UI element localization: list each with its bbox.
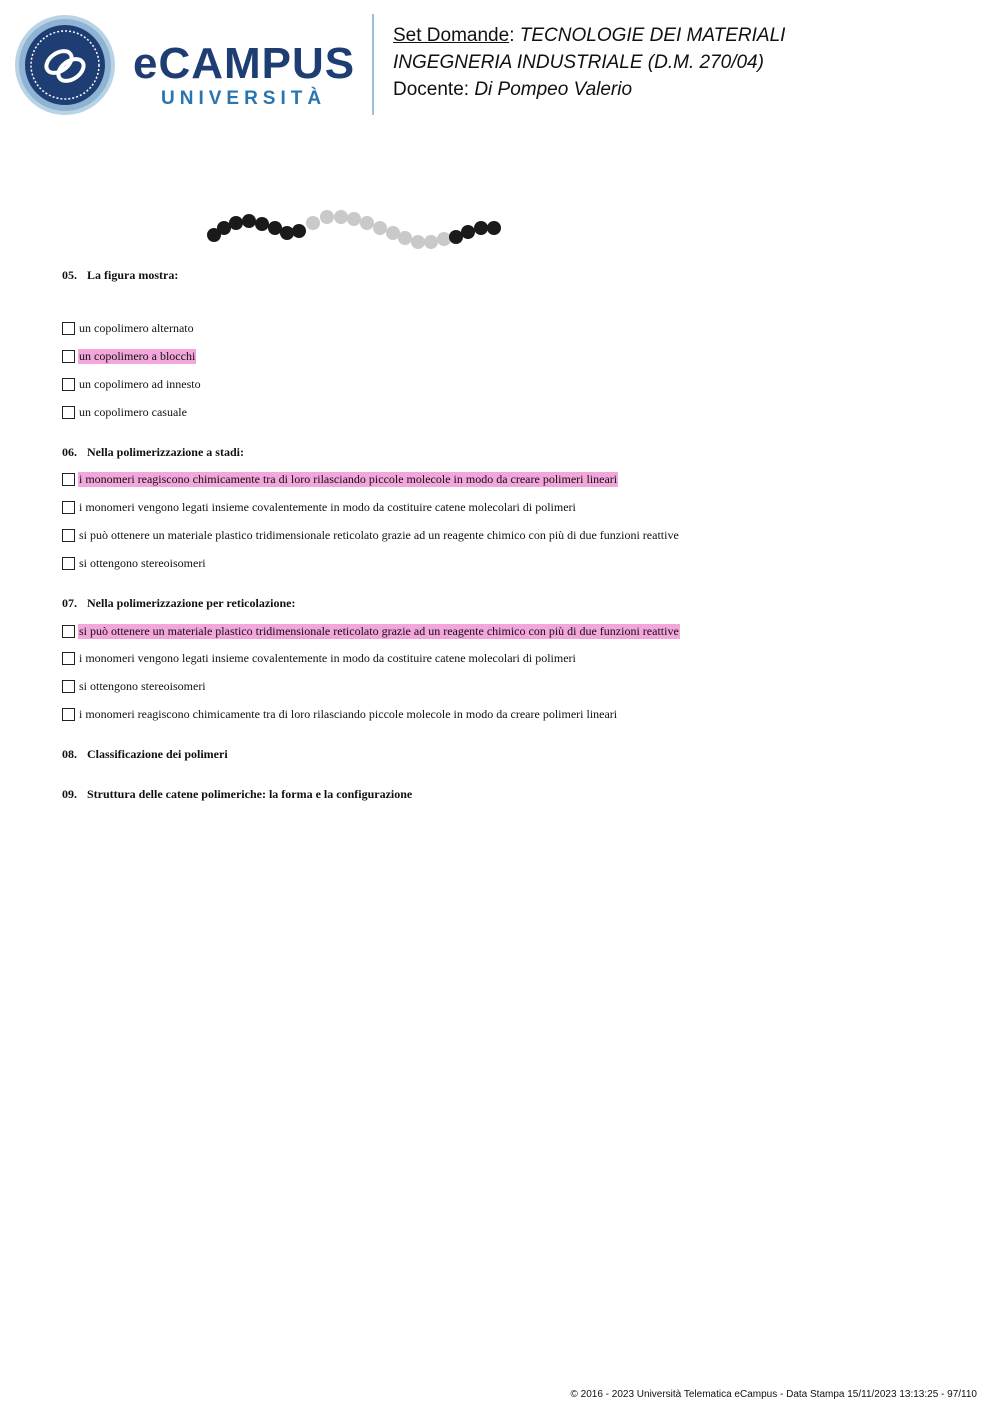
checkbox[interactable] bbox=[62, 406, 75, 419]
question-number: 05. bbox=[62, 268, 77, 282]
monomer-a-bead bbox=[487, 221, 501, 235]
teacher-name: Di Pompeo Valerio bbox=[474, 79, 633, 100]
monomer-a-bead bbox=[474, 221, 488, 235]
question-text: La figura mostra: bbox=[87, 268, 179, 282]
monomer-b-bead bbox=[398, 231, 412, 245]
checkbox[interactable] bbox=[62, 378, 75, 391]
question-number: 06. bbox=[62, 445, 77, 459]
page-footer: © 2016 - 2023 Università Telematica eCampus - Data Stampa 15/11/2023 13:13:25 - 97/110 bbox=[570, 1389, 977, 1400]
checkbox[interactable] bbox=[62, 322, 75, 335]
question-05 bbox=[62, 268, 178, 283]
question-text: Struttura delle catene polimeriche: la forma e la configurazione bbox=[87, 787, 413, 801]
header-line-teacher bbox=[393, 76, 785, 103]
option-text-highlighted: si può ottenere un materiale plastico tridimensionale reticolato grazie ad un reagente chimico con più di due funzioni reattive bbox=[79, 623, 679, 638]
monomer-b-bead bbox=[334, 210, 348, 224]
question-number: 08. bbox=[62, 747, 77, 761]
brand-subtitle: UNIVERSITÀ bbox=[161, 88, 327, 109]
q05-option-2[interactable] bbox=[62, 348, 196, 364]
question-text: Classificazione dei polimeri bbox=[87, 747, 228, 761]
option-text: un copolimero casuale bbox=[79, 404, 187, 419]
ecampus-seal-logo bbox=[14, 14, 116, 116]
teacher-label: Docente: bbox=[393, 79, 470, 100]
question-06 bbox=[62, 445, 244, 460]
document-header bbox=[393, 22, 785, 103]
question-text: Nella polimerizzazione a stadi: bbox=[87, 445, 244, 459]
monomer-b-bead bbox=[437, 232, 451, 246]
monomer-b-bead bbox=[306, 216, 320, 230]
checkbox[interactable] bbox=[62, 529, 75, 542]
monomer-a-bead bbox=[449, 230, 463, 244]
checkbox[interactable] bbox=[62, 680, 75, 693]
checkbox[interactable] bbox=[62, 625, 75, 638]
set-label: Set Domande bbox=[393, 25, 510, 46]
checkbox[interactable] bbox=[62, 350, 75, 363]
checkbox[interactable] bbox=[62, 501, 75, 514]
q07-option-4[interactable] bbox=[62, 706, 618, 722]
option-text: i monomeri reagiscono chimicamente tra di loro rilasciando piccole molecole in modo da creare polimeri lineari bbox=[79, 706, 618, 721]
brand-name: eCAMPUS bbox=[133, 39, 356, 88]
checkbox[interactable] bbox=[62, 652, 75, 665]
monomer-a-bead bbox=[217, 221, 231, 235]
option-text: i monomeri vengono legati insieme covalentemente in modo da costituire catene molecolari di polimeri bbox=[79, 650, 576, 665]
option-text: si può ottenere un materiale plastico tridimensionale reticolato grazie ad un reagente chimico con più di due funzioni reattive bbox=[79, 527, 679, 542]
option-text-highlighted: un copolimero a blocchi bbox=[79, 348, 196, 363]
question-number: 07. bbox=[62, 596, 77, 610]
header-line-set bbox=[393, 22, 785, 49]
course-name: INGEGNERIA INDUSTRIALE (D.M. 270/04) bbox=[393, 52, 764, 73]
monomer-b-bead bbox=[411, 235, 425, 249]
option-text: un copolimero alternato bbox=[79, 320, 194, 335]
q06-option-4[interactable] bbox=[62, 555, 207, 571]
checkbox[interactable] bbox=[62, 473, 75, 486]
question-07 bbox=[62, 596, 296, 611]
option-text-highlighted: i monomeri reagiscono chimicamente tra di loro rilasciando piccole molecole in modo da creare polimeri lineari bbox=[79, 471, 618, 486]
q06-option-2[interactable] bbox=[62, 499, 577, 515]
monomer-b-bead bbox=[347, 212, 361, 226]
monomer-a-bead bbox=[242, 214, 256, 228]
monomer-b-bead bbox=[373, 221, 387, 235]
checkbox[interactable] bbox=[62, 708, 75, 721]
option-text: i monomeri vengono legati insieme covalentemente in modo da costituire catene molecolari di polimeri bbox=[79, 499, 576, 514]
question-text: Nella polimerizzazione per reticolazione: bbox=[87, 596, 296, 610]
question-08 bbox=[62, 747, 228, 762]
q07-option-2[interactable] bbox=[62, 650, 577, 666]
monomer-a-bead bbox=[292, 224, 306, 238]
option-text: un copolimero ad innesto bbox=[79, 376, 201, 391]
q05-option-1[interactable] bbox=[62, 320, 195, 336]
option-text: si ottengono stereoisomeri bbox=[79, 555, 206, 570]
q07-option-3[interactable] bbox=[62, 678, 207, 694]
question-number: 09. bbox=[62, 787, 77, 801]
monomer-b-bead bbox=[320, 210, 334, 224]
q07-option-1[interactable] bbox=[62, 623, 680, 639]
q06-option-1[interactable] bbox=[62, 471, 618, 487]
q05-option-3[interactable] bbox=[62, 376, 202, 392]
header-divider bbox=[372, 14, 374, 115]
monomer-b-bead bbox=[424, 235, 438, 249]
checkbox[interactable] bbox=[62, 557, 75, 570]
monomer-a-bead bbox=[280, 226, 294, 240]
monomer-a-bead bbox=[255, 217, 269, 231]
question-09 bbox=[62, 787, 412, 802]
block-copolymer-figure bbox=[190, 195, 520, 270]
q06-option-3[interactable] bbox=[62, 527, 680, 543]
ecampus-wordmark bbox=[133, 39, 358, 110]
set-separator: : bbox=[509, 25, 515, 46]
option-text: si ottengono stereoisomeri bbox=[79, 678, 206, 693]
q05-option-4[interactable] bbox=[62, 404, 188, 420]
monomer-b-bead bbox=[386, 226, 400, 240]
monomer-a-bead bbox=[461, 225, 475, 239]
monomer-a-bead bbox=[229, 216, 243, 230]
header-line-course bbox=[393, 49, 785, 76]
monomer-a-bead bbox=[268, 221, 282, 235]
set-title: TECNOLOGIE DEI MATERIALI bbox=[519, 25, 786, 46]
monomer-b-bead bbox=[360, 216, 374, 230]
